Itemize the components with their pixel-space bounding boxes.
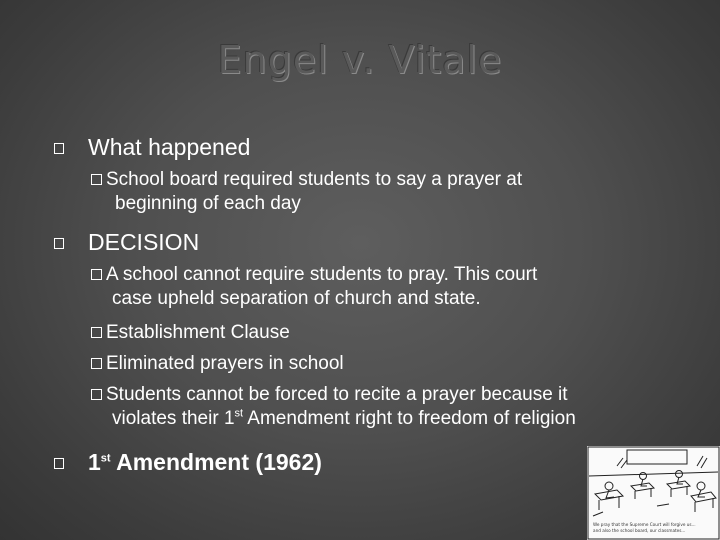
- sub-bullet-box-icon: [91, 327, 102, 338]
- cartoon-drawing: [587, 446, 720, 540]
- bullet-box-icon: [54, 143, 64, 154]
- sub-bullet-school-board: School board required students to say a prayer at beginning of each day: [91, 168, 522, 216]
- sub-bullet-box-icon: [91, 174, 102, 185]
- bullet-text: DECISION: [88, 229, 200, 255]
- sub-bullet-school-pray: A school cannot require students to pray. This court case upheld separation of church and state.: [91, 263, 537, 311]
- bullet-text: What happened: [88, 134, 251, 160]
- sub-bullet-eliminated: Eliminated prayers in school: [91, 352, 344, 376]
- cartoon-caption: We pray that the Supreme Court will forgive us...: [593, 522, 696, 527]
- classroom-prayer-cartoon-icon: [587, 446, 720, 540]
- slide-title: Engel v. Vitale: [217, 38, 503, 82]
- sub-bullet-students: Students cannot be forced to recite a prayer because it violates their 1st Amendment right to freedom of religion: [91, 383, 576, 431]
- bullet-first-amendment: [54, 448, 322, 476]
- bullet-decision: [54, 228, 199, 256]
- sub-bullet-establishment: Establishment Clause: [91, 321, 290, 345]
- sub-bullet-box-icon: [91, 269, 102, 280]
- svg-text:and also the school board, our: and also the school board, our classmates...: [593, 528, 686, 533]
- bullet-box-icon: [54, 238, 64, 249]
- bullet-text: 1st Amendment (1962): [88, 449, 322, 475]
- bullet-what-happened: [54, 133, 250, 161]
- sub-bullet-box-icon: [91, 358, 102, 369]
- sub-bullet-box-icon: [91, 389, 102, 400]
- bullet-box-icon: [54, 458, 64, 469]
